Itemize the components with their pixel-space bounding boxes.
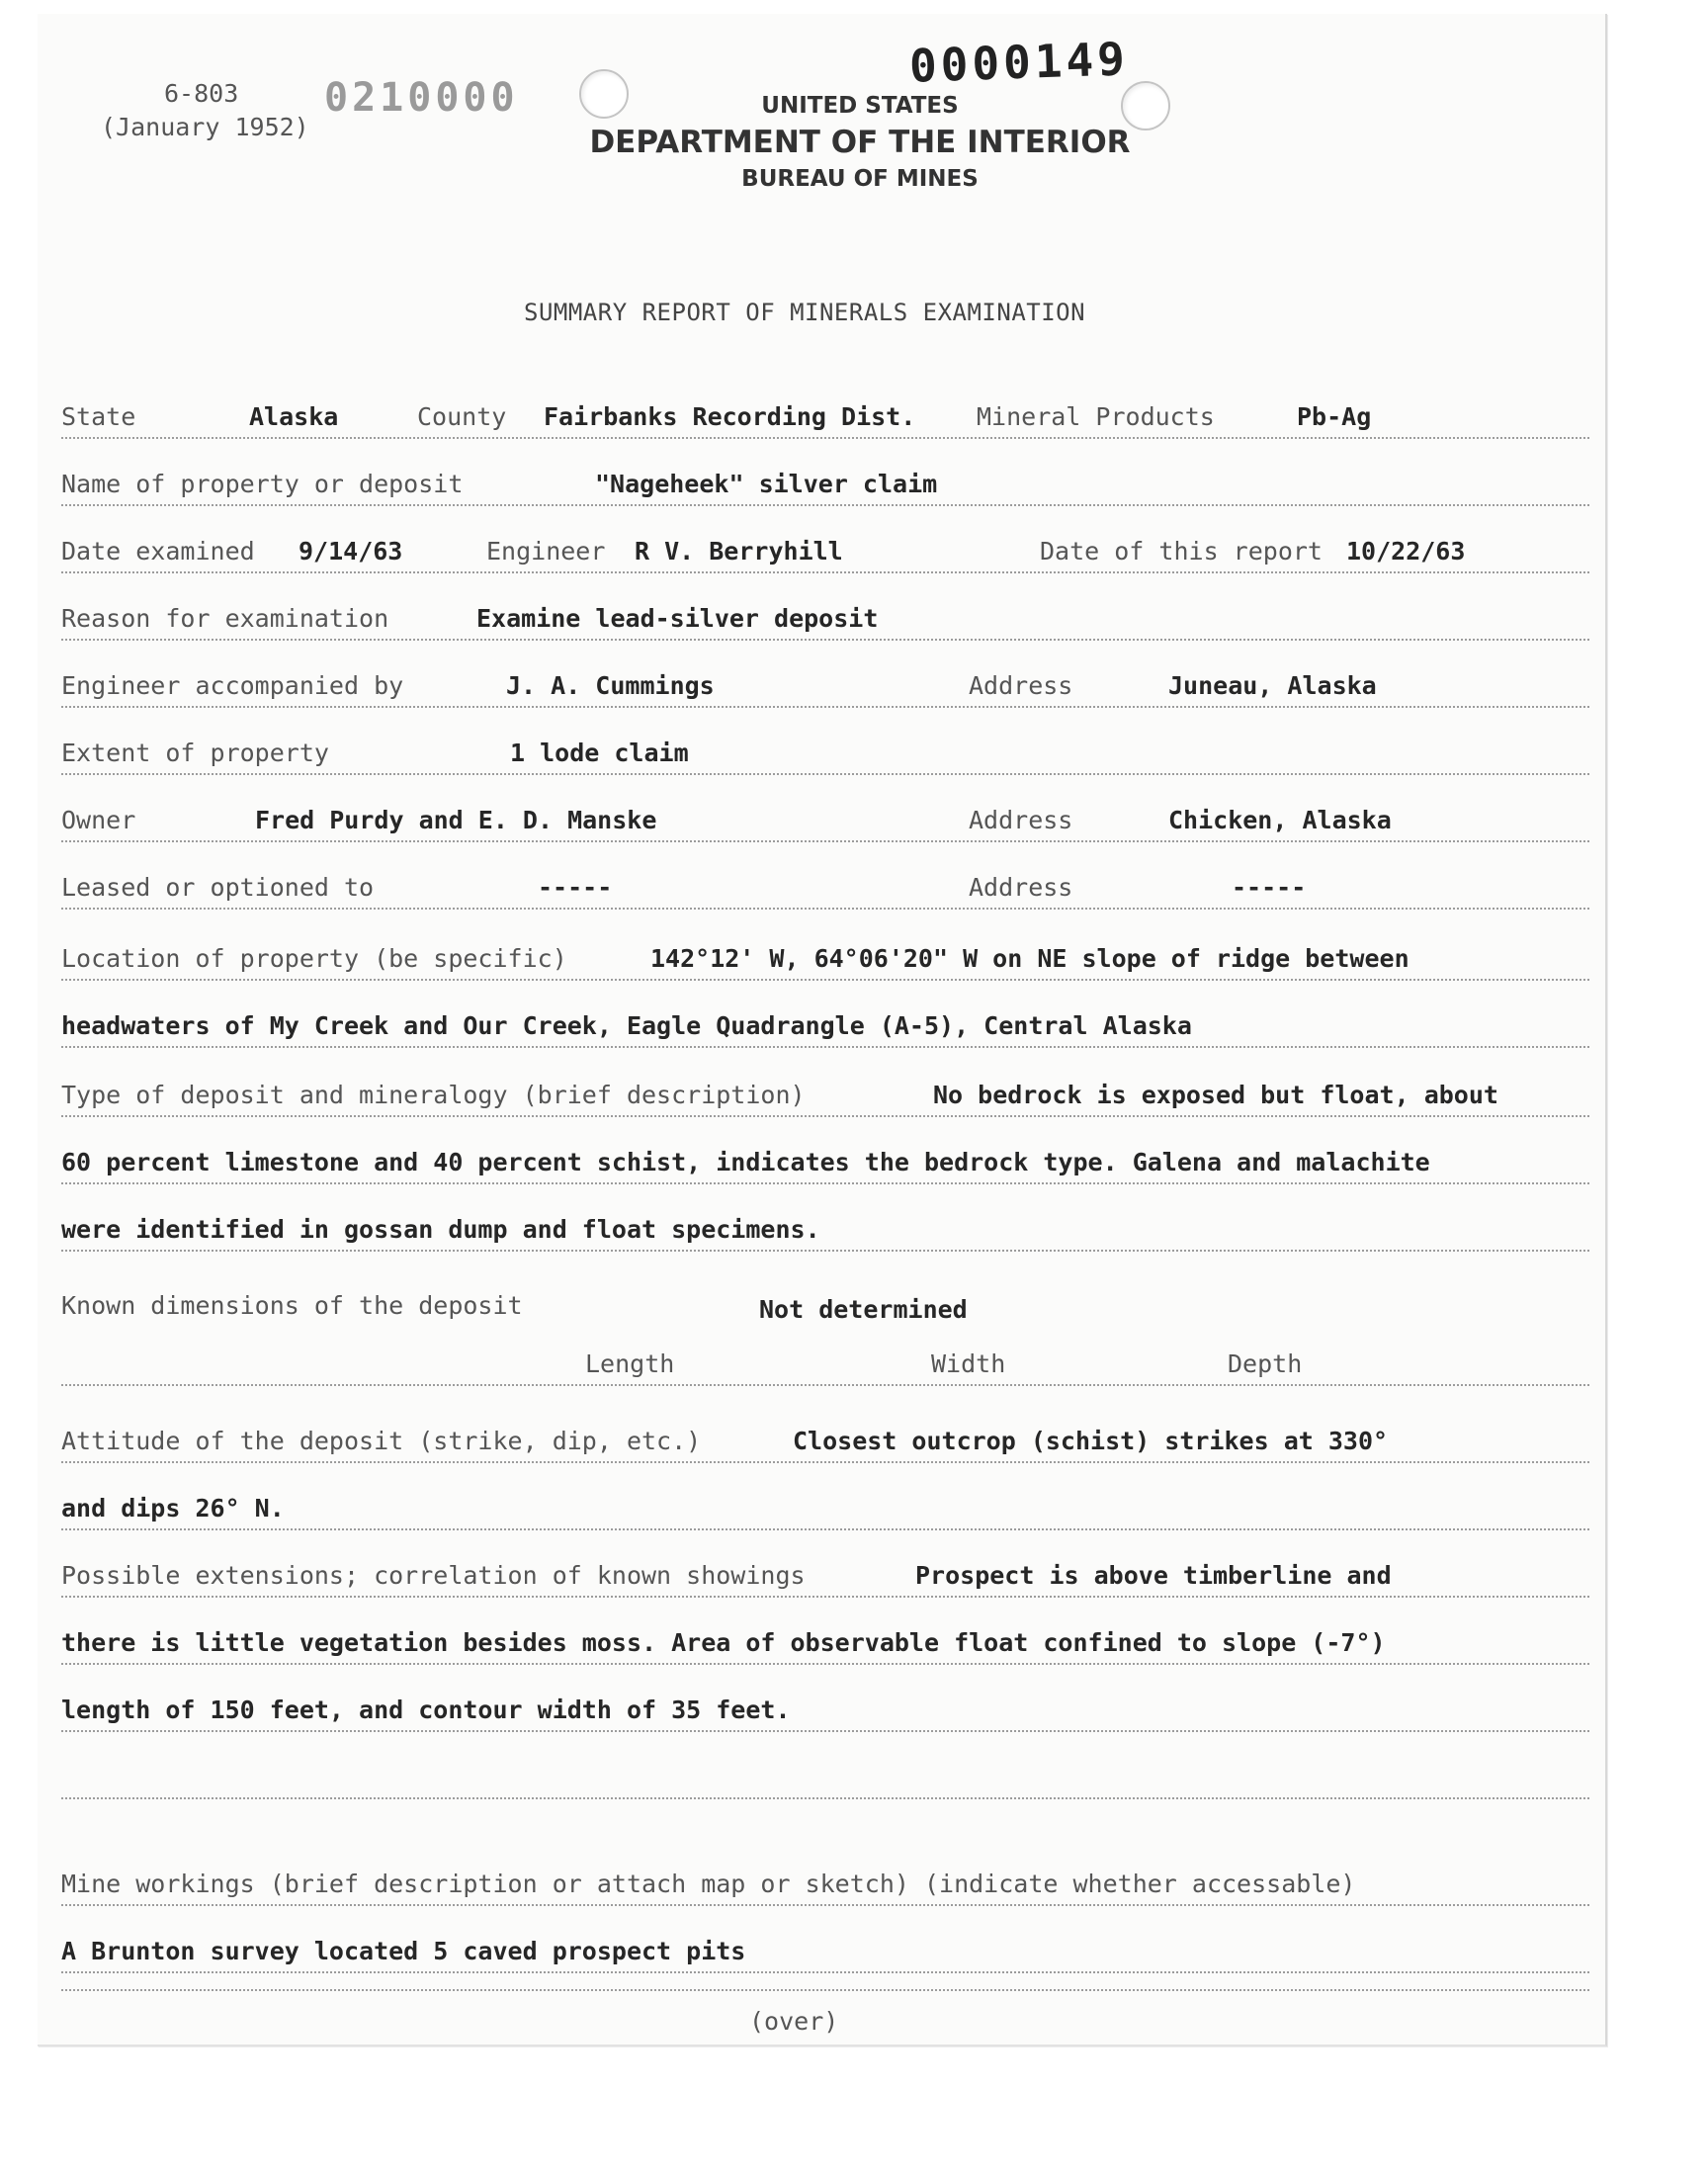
row-deposit-2 xyxy=(61,1133,1589,1184)
location-label: Location of property (be specific) xyxy=(61,944,567,973)
row-deposit-type xyxy=(61,1066,1589,1117)
row-location xyxy=(61,929,1589,981)
attitude-label: Attitude of the deposit (strike, dip, etc.) xyxy=(61,1427,702,1455)
reason-value: Examine lead-silver deposit xyxy=(476,604,879,633)
report-date-label: Date of this report xyxy=(1040,537,1323,566)
county-value: Fairbanks Recording Dist. xyxy=(544,402,916,431)
row-extensions xyxy=(61,1546,1589,1598)
report-date-value: 10/22/63 xyxy=(1346,537,1466,566)
form-number: 6-803 xyxy=(164,79,239,108)
county-label: County xyxy=(417,402,507,431)
owner-value: Fred Purdy and E. D. Manske xyxy=(255,806,657,834)
attitude-line-2: and dips 26° N. xyxy=(61,1494,285,1522)
stamp-number-right: 0000149 xyxy=(908,32,1130,93)
engineer-label: Engineer xyxy=(486,537,606,566)
row-extent xyxy=(61,724,1589,775)
punch-hole-left xyxy=(579,69,629,119)
row-state xyxy=(61,388,1589,439)
row-blank-2 xyxy=(61,1989,1589,1991)
row-dimensions xyxy=(61,1335,1589,1386)
date-examined-value: 9/14/63 xyxy=(299,537,403,566)
row-extensions-3 xyxy=(61,1681,1589,1732)
leased-address-value: ----- xyxy=(1232,873,1307,902)
reason-label: Reason for examination xyxy=(61,604,389,633)
deposit-type-label: Type of deposit and mineralogy (brief description) xyxy=(61,1081,806,1109)
state-value: Alaska xyxy=(249,402,339,431)
leased-address-label: Address xyxy=(969,873,1073,902)
agency-line-2: DEPARTMENT OF THE INTERIOR xyxy=(589,125,1131,160)
form-date: (January 1952) xyxy=(101,113,309,141)
accompanied-value: J. A. Cummings xyxy=(506,671,715,700)
extensions-label: Possible extensions; correlation of known showings xyxy=(61,1561,806,1590)
attitude-line-1: Closest outcrop (schist) strikes at 330° xyxy=(793,1427,1389,1455)
accompanied-address-label: Address xyxy=(969,671,1073,700)
extent-value: 1 lode claim xyxy=(510,739,689,767)
owner-address-label: Address xyxy=(969,806,1073,834)
over-note: (over) xyxy=(749,2007,839,2036)
extensions-line-1: Prospect is above timberline and xyxy=(915,1561,1392,1590)
state-label: State xyxy=(61,402,136,431)
dimensions-value: Not determined xyxy=(759,1295,968,1324)
owner-label: Owner xyxy=(61,806,136,834)
row-attitude xyxy=(61,1412,1589,1463)
width-label: Width xyxy=(931,1349,1006,1378)
row-location-2 xyxy=(61,997,1589,1048)
accompanied-label: Engineer accompanied by xyxy=(61,671,404,700)
row-deposit-3 xyxy=(61,1200,1589,1252)
row-leased xyxy=(61,858,1589,910)
leased-value: ----- xyxy=(538,873,613,902)
row-workings-2 xyxy=(61,1922,1589,1973)
workings-label: Mine workings (brief description or attach map or sketch) (indicate whether accessable) xyxy=(61,1870,1356,1898)
punch-hole-right xyxy=(1121,81,1170,130)
extensions-line-3: length of 150 feet, and contour width of 35 feet. xyxy=(61,1696,791,1724)
row-attitude-2 xyxy=(61,1479,1589,1530)
property-name-value: "Nageheek" silver claim xyxy=(595,470,938,498)
agency-line-3: BUREAU OF MINES xyxy=(741,166,979,192)
engineer-value: R V. Berryhill xyxy=(635,537,843,566)
length-label: Length xyxy=(585,1349,675,1378)
location-line-2: headwaters of My Creek and Our Creek, Eagle Quadrangle (A-5), Central Alaska xyxy=(61,1011,1192,1040)
extent-label: Extent of property xyxy=(61,739,329,767)
stamp-number-left: 0210000 xyxy=(324,75,519,121)
row-date-examined xyxy=(61,522,1589,573)
dimensions-label: Known dimensions of the deposit xyxy=(61,1291,523,1320)
mineral-products-label: Mineral Products xyxy=(977,402,1215,431)
row-owner xyxy=(61,791,1589,842)
mineral-products-value: Pb-Ag xyxy=(1297,402,1372,431)
row-workings xyxy=(61,1855,1589,1906)
accompanied-address-value: Juneau, Alaska xyxy=(1168,671,1377,700)
row-extensions-2 xyxy=(61,1613,1589,1665)
row-accompanied xyxy=(61,656,1589,708)
location-line-1: 142°12' W, 64°06'20" W on NE slope of ridge between xyxy=(650,944,1409,973)
depth-label: Depth xyxy=(1228,1349,1303,1378)
deposit-line-2: 60 percent limestone and 40 percent schist, indicates the bedrock type. Galena and malachite xyxy=(61,1148,1430,1176)
agency-line-1: UNITED STATES xyxy=(761,93,959,119)
extensions-line-2: there is little vegetation besides moss. Area of observable float confined to slope (-7°) xyxy=(61,1628,1386,1657)
date-examined-label: Date examined xyxy=(61,537,255,566)
leased-label: Leased or optioned to xyxy=(61,873,375,902)
property-name-label: Name of property or deposit xyxy=(61,470,464,498)
report-sheet xyxy=(38,14,1607,2046)
report-title: SUMMARY REPORT OF MINERALS EXAMINATION xyxy=(524,299,1086,326)
owner-address-value: Chicken, Alaska xyxy=(1168,806,1392,834)
row-reason xyxy=(61,589,1589,641)
workings-line-1: A Brunton survey located 5 caved prospect pits xyxy=(61,1937,746,1965)
deposit-line-1: No bedrock is exposed but float, about xyxy=(933,1081,1498,1109)
deposit-line-3: were identified in gossan dump and float specimens. xyxy=(61,1215,820,1244)
row-blank-1 xyxy=(61,1748,1589,1799)
row-property-name xyxy=(61,455,1589,506)
